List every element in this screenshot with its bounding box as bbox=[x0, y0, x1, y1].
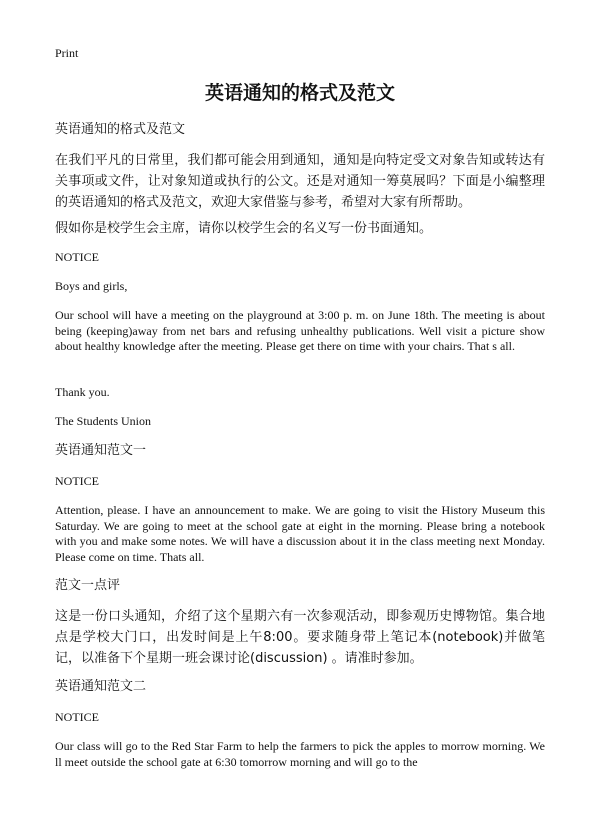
comment-body: 这是一份口头通知，介绍了这个星期六有一次参观活动，即参观历史博物馆。集合地点是学校大门口，出发时间是上午8:00。要求随身带上笔记本(notebook)并做笔记，以准备下个星期一班会课讨论(discussion) 。请准时参加。 bbox=[55, 609, 545, 666]
print-link[interactable]: Print bbox=[55, 46, 79, 60]
example1-body: Attention, please. I have an announcement to make. We are going to visit the History Museum this Saturday. We are going to meet at the school gate at eight in the morning. Please bring a notebook with you and make some notes. We will have a discussion about it in the class meeting next Monday. Please come on time. Thats all. bbox=[55, 503, 545, 564]
example2-notice-label: NOTICE bbox=[55, 710, 99, 724]
notice-label: NOTICE bbox=[55, 250, 99, 264]
intro-paragraph: 在我们平凡的日常里，我们都可能会用到通知，通知是向特定受文对象告知或转达有关事项或文件，让对象知道或执行的公文。还是对通知一筹莫展吗？下面是小编整理的英语通知的格式及范文，欢迎大家借鉴与参考，希望对大家有所帮助。 bbox=[55, 153, 545, 210]
section-subtitle: 英语通知的格式及范文 bbox=[55, 122, 186, 137]
signature: The Students Union bbox=[55, 414, 151, 428]
task-prompt: 假如你是校学生会主席，请你以校学生会的名义写一份书面通知。 bbox=[55, 221, 433, 236]
notice-body: Our school will have a meeting on the playground at 3:00 p. m. on June 18th. The meeting is about being (keeping)away from net bars and refusing unhealthy publications. Well visit a picture show about healthy knowledge after the meeting. Please get there on time with your chairs. That s all. bbox=[55, 308, 545, 353]
example2-heading: 英语通知范文二 bbox=[55, 679, 147, 694]
thanks-line: Thank you. bbox=[55, 385, 110, 399]
greeting: Boys and girls, bbox=[55, 279, 128, 293]
document-title: 英语通知的格式及范文 bbox=[204, 82, 395, 104]
comment-heading: 范文一点评 bbox=[55, 578, 121, 593]
example1-heading: 英语通知范文一 bbox=[55, 443, 147, 458]
example1-notice-label: NOTICE bbox=[55, 474, 99, 488]
example2-body: Our class will go to the Red Star Farm to help the farmers to pick the apples to morrow morning. We ll meet outside the school gate at 6:30 tomorrow morning and will go to the bbox=[55, 739, 545, 769]
